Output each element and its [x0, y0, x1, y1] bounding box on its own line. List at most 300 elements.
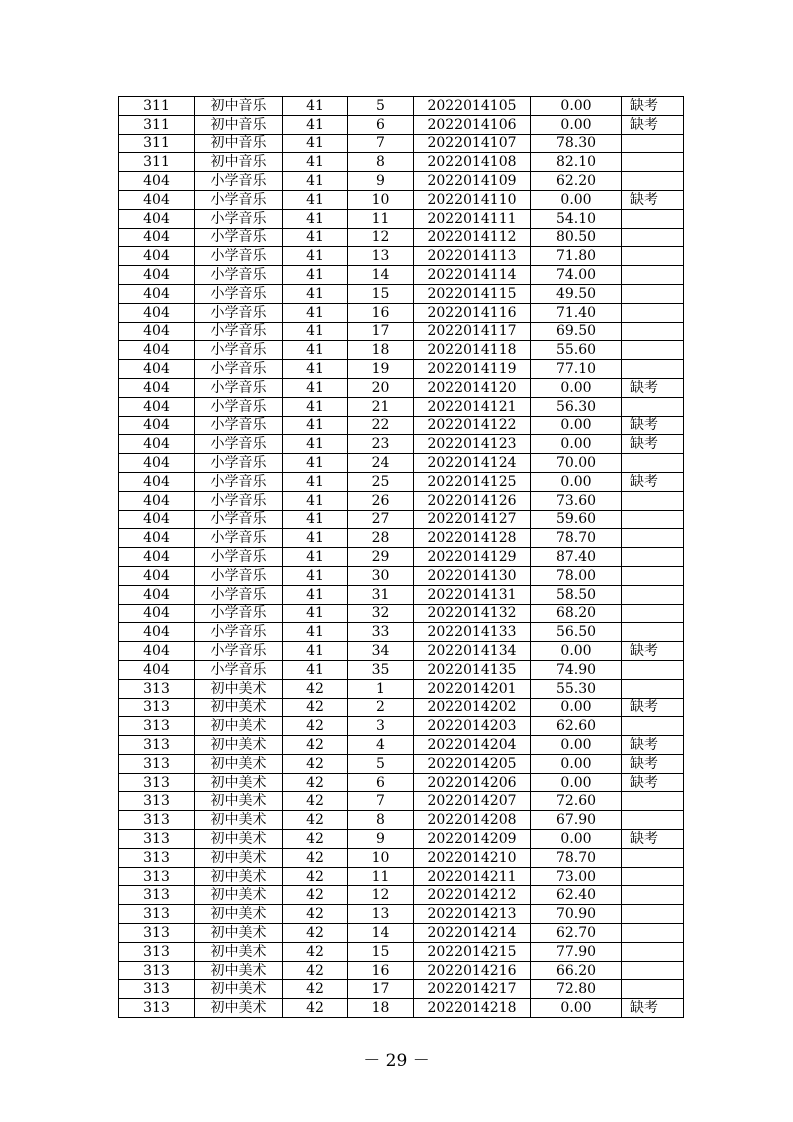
ticket-cell: 2022014201: [414, 679, 531, 698]
code-cell: 404: [119, 604, 195, 623]
score-cell: 59.60: [531, 510, 622, 529]
code-cell: 313: [119, 773, 195, 792]
code-cell: 313: [119, 999, 195, 1018]
score-cell: 62.20: [531, 172, 622, 191]
code-cell: 404: [119, 566, 195, 585]
score-cell: 70.00: [531, 454, 622, 473]
group-cell: 42: [283, 980, 348, 999]
ticket-cell: 2022014211: [414, 867, 531, 886]
code-cell: 313: [119, 848, 195, 867]
code-cell: 404: [119, 416, 195, 435]
subject-cell: 小学音乐: [195, 209, 283, 228]
subject-cell: 小学音乐: [195, 378, 283, 397]
subject-cell: 小学音乐: [195, 266, 283, 285]
ticket-cell: 2022014135: [414, 660, 531, 679]
subject-cell: 初中美术: [195, 736, 283, 755]
subject-cell: 小学音乐: [195, 284, 283, 303]
group-cell: 41: [283, 454, 348, 473]
group-cell: 41: [283, 228, 348, 247]
note-cell: 缺考: [622, 642, 684, 661]
subject-cell: 小学音乐: [195, 548, 283, 567]
table-row: [119, 228, 684, 247]
score-cell: 74.90: [531, 660, 622, 679]
table-row: [119, 736, 684, 755]
seq-cell: 4: [348, 736, 414, 755]
score-cell: 0.00: [531, 830, 622, 849]
table-row: [119, 604, 684, 623]
ticket-cell: 2022014203: [414, 717, 531, 736]
ticket-cell: 2022014131: [414, 585, 531, 604]
group-cell: 41: [283, 585, 348, 604]
seq-cell: 3: [348, 717, 414, 736]
table-row: [119, 961, 684, 980]
table-row: [119, 679, 684, 698]
code-cell: 404: [119, 322, 195, 341]
seq-cell: 16: [348, 961, 414, 980]
score-cell: 62.40: [531, 886, 622, 905]
score-cell: 66.20: [531, 961, 622, 980]
seq-cell: 26: [348, 491, 414, 510]
group-cell: 42: [283, 717, 348, 736]
note-cell: [622, 134, 684, 153]
note-cell: [622, 679, 684, 698]
note-cell: [622, 961, 684, 980]
seq-cell: 12: [348, 886, 414, 905]
table-row: [119, 924, 684, 943]
seq-cell: 5: [348, 97, 414, 116]
seq-cell: 6: [348, 773, 414, 792]
seq-cell: 18: [348, 341, 414, 360]
table-row: [119, 754, 684, 773]
seq-cell: 17: [348, 980, 414, 999]
note-cell: [622, 942, 684, 961]
note-cell: [622, 266, 684, 285]
table-row: [119, 341, 684, 360]
subject-cell: 初中美术: [195, 848, 283, 867]
note-cell: [622, 811, 684, 830]
note-cell: [622, 303, 684, 322]
ticket-cell: 2022014105: [414, 97, 531, 116]
note-cell: [622, 360, 684, 379]
subject-cell: 小学音乐: [195, 491, 283, 510]
seq-cell: 10: [348, 190, 414, 209]
score-cell: 55.60: [531, 341, 622, 360]
score-cell: 74.00: [531, 266, 622, 285]
group-cell: 42: [283, 754, 348, 773]
group-cell: 42: [283, 942, 348, 961]
subject-cell: 初中美术: [195, 792, 283, 811]
seq-cell: 12: [348, 228, 414, 247]
note-cell: 缺考: [622, 754, 684, 773]
group-cell: 42: [283, 811, 348, 830]
note-cell: [622, 153, 684, 172]
code-cell: 313: [119, 961, 195, 980]
note-cell: 缺考: [622, 830, 684, 849]
note-cell: [622, 867, 684, 886]
score-cell: 71.80: [531, 247, 622, 266]
subject-cell: 初中音乐: [195, 134, 283, 153]
group-cell: 41: [283, 303, 348, 322]
subject-cell: 小学音乐: [195, 660, 283, 679]
group-cell: 41: [283, 642, 348, 661]
score-cell: 78.30: [531, 134, 622, 153]
subject-cell: 小学音乐: [195, 529, 283, 548]
score-cell: 0.00: [531, 736, 622, 755]
ticket-cell: 2022014130: [414, 566, 531, 585]
note-cell: 缺考: [622, 773, 684, 792]
ticket-cell: 2022014114: [414, 266, 531, 285]
code-cell: 404: [119, 529, 195, 548]
ticket-cell: 2022014107: [414, 134, 531, 153]
seq-cell: 14: [348, 924, 414, 943]
table-row: [119, 190, 684, 209]
seq-cell: 34: [348, 642, 414, 661]
table-row: [119, 566, 684, 585]
note-cell: [622, 623, 684, 642]
table-row: [119, 97, 684, 116]
table-row: [119, 811, 684, 830]
note-cell: [622, 529, 684, 548]
subject-cell: 小学音乐: [195, 247, 283, 266]
table-row: [119, 660, 684, 679]
seq-cell: 11: [348, 209, 414, 228]
table-row: [119, 999, 684, 1018]
ticket-cell: 2022014125: [414, 472, 531, 491]
seq-cell: 8: [348, 153, 414, 172]
ticket-cell: 2022014111: [414, 209, 531, 228]
subject-cell: 小学音乐: [195, 190, 283, 209]
seq-cell: 28: [348, 529, 414, 548]
table-row: [119, 698, 684, 717]
ticket-cell: 2022014217: [414, 980, 531, 999]
code-cell: 313: [119, 717, 195, 736]
subject-cell: 小学音乐: [195, 454, 283, 473]
code-cell: 404: [119, 247, 195, 266]
ticket-cell: 2022014110: [414, 190, 531, 209]
table-row: [119, 717, 684, 736]
subject-cell: 初中美术: [195, 698, 283, 717]
table-row: [119, 773, 684, 792]
group-cell: 41: [283, 472, 348, 491]
seq-cell: 30: [348, 566, 414, 585]
group-cell: 41: [283, 190, 348, 209]
score-cell: 73.00: [531, 867, 622, 886]
seq-cell: 13: [348, 247, 414, 266]
score-table: [118, 96, 684, 1018]
ticket-cell: 2022014118: [414, 341, 531, 360]
code-cell: 404: [119, 284, 195, 303]
seq-cell: 7: [348, 792, 414, 811]
table-row: [119, 360, 684, 379]
seq-cell: 8: [348, 811, 414, 830]
code-cell: 404: [119, 209, 195, 228]
score-cell: 56.50: [531, 623, 622, 642]
seq-cell: 22: [348, 416, 414, 435]
table-row: [119, 623, 684, 642]
seq-cell: 15: [348, 942, 414, 961]
table-row: [119, 585, 684, 604]
group-cell: 42: [283, 698, 348, 717]
subject-cell: 初中美术: [195, 679, 283, 698]
seq-cell: 20: [348, 378, 414, 397]
ticket-cell: 2022014202: [414, 698, 531, 717]
code-cell: 404: [119, 548, 195, 567]
note-cell: 缺考: [622, 97, 684, 116]
table-row: [119, 867, 684, 886]
group-cell: 42: [283, 905, 348, 924]
note-cell: [622, 980, 684, 999]
table-row: [119, 491, 684, 510]
code-cell: 313: [119, 736, 195, 755]
score-cell: 77.90: [531, 942, 622, 961]
code-cell: 404: [119, 585, 195, 604]
ticket-cell: 2022014204: [414, 736, 531, 755]
score-cell: 0.00: [531, 472, 622, 491]
group-cell: 42: [283, 830, 348, 849]
seq-cell: 9: [348, 172, 414, 191]
subject-cell: 初中美术: [195, 773, 283, 792]
note-cell: [622, 548, 684, 567]
group-cell: 41: [283, 378, 348, 397]
group-cell: 42: [283, 736, 348, 755]
ticket-cell: 2022014206: [414, 773, 531, 792]
seq-cell: 25: [348, 472, 414, 491]
subject-cell: 小学音乐: [195, 510, 283, 529]
ticket-cell: 2022014129: [414, 548, 531, 567]
score-cell: 0.00: [531, 97, 622, 116]
score-cell: 49.50: [531, 284, 622, 303]
score-cell: 0.00: [531, 435, 622, 454]
seq-cell: 31: [348, 585, 414, 604]
score-cell: 67.90: [531, 811, 622, 830]
seq-cell: 14: [348, 266, 414, 285]
table-row: [119, 830, 684, 849]
table-row: [119, 397, 684, 416]
ticket-cell: 2022014108: [414, 153, 531, 172]
score-cell: 80.50: [531, 228, 622, 247]
code-cell: 404: [119, 472, 195, 491]
note-cell: [622, 209, 684, 228]
code-cell: 313: [119, 867, 195, 886]
note-cell: 缺考: [622, 472, 684, 491]
group-cell: 41: [283, 209, 348, 228]
ticket-cell: 2022014106: [414, 115, 531, 134]
seq-cell: 21: [348, 397, 414, 416]
code-cell: 313: [119, 830, 195, 849]
group-cell: 42: [283, 679, 348, 698]
subject-cell: 初中美术: [195, 811, 283, 830]
subject-cell: 初中音乐: [195, 153, 283, 172]
seq-cell: 7: [348, 134, 414, 153]
group-cell: 42: [283, 848, 348, 867]
code-cell: 404: [119, 491, 195, 510]
score-cell: 0.00: [531, 754, 622, 773]
seq-cell: 27: [348, 510, 414, 529]
ticket-cell: 2022014207: [414, 792, 531, 811]
ticket-cell: 2022014205: [414, 754, 531, 773]
note-cell: 缺考: [622, 999, 684, 1018]
ticket-cell: 2022014212: [414, 886, 531, 905]
code-cell: 404: [119, 397, 195, 416]
group-cell: 41: [283, 97, 348, 116]
code-cell: 313: [119, 754, 195, 773]
code-cell: 404: [119, 190, 195, 209]
score-cell: 72.80: [531, 980, 622, 999]
subject-cell: 小学音乐: [195, 435, 283, 454]
table-row: [119, 792, 684, 811]
score-cell: 71.40: [531, 303, 622, 322]
score-cell: 70.90: [531, 905, 622, 924]
group-cell: 42: [283, 886, 348, 905]
group-cell: 41: [283, 435, 348, 454]
seq-cell: 24: [348, 454, 414, 473]
table-row: [119, 435, 684, 454]
table-row: [119, 416, 684, 435]
seq-cell: 9: [348, 830, 414, 849]
subject-cell: 初中美术: [195, 905, 283, 924]
group-cell: 41: [283, 491, 348, 510]
seq-cell: 13: [348, 905, 414, 924]
group-cell: 41: [283, 604, 348, 623]
subject-cell: 初中美术: [195, 980, 283, 999]
group-cell: 42: [283, 999, 348, 1018]
table-row: [119, 510, 684, 529]
ticket-cell: 2022014208: [414, 811, 531, 830]
seq-cell: 5: [348, 754, 414, 773]
subject-cell: 小学音乐: [195, 642, 283, 661]
ticket-cell: 2022014133: [414, 623, 531, 642]
note-cell: [622, 604, 684, 623]
ticket-cell: 2022014123: [414, 435, 531, 454]
score-cell: 78.70: [531, 848, 622, 867]
ticket-cell: 2022014116: [414, 303, 531, 322]
table-row: [119, 378, 684, 397]
subject-cell: 小学音乐: [195, 623, 283, 642]
score-cell: 0.00: [531, 190, 622, 209]
score-cell: 77.10: [531, 360, 622, 379]
table-row: [119, 942, 684, 961]
seq-cell: 10: [348, 848, 414, 867]
group-cell: 41: [283, 510, 348, 529]
group-cell: 41: [283, 247, 348, 266]
table-row: [119, 153, 684, 172]
group-cell: 41: [283, 134, 348, 153]
ticket-cell: 2022014121: [414, 397, 531, 416]
table-row: [119, 303, 684, 322]
code-cell: 404: [119, 642, 195, 661]
table-row: [119, 905, 684, 924]
group-cell: 41: [283, 153, 348, 172]
table-row: [119, 209, 684, 228]
score-cell: 62.70: [531, 924, 622, 943]
ticket-cell: 2022014119: [414, 360, 531, 379]
seq-cell: 32: [348, 604, 414, 623]
note-cell: [622, 247, 684, 266]
page-number: － 29 －: [363, 1051, 430, 1071]
subject-cell: 小学音乐: [195, 360, 283, 379]
subject-cell: 小学音乐: [195, 604, 283, 623]
subject-cell: 初中美术: [195, 999, 283, 1018]
score-cell: 0.00: [531, 773, 622, 792]
group-cell: 41: [283, 172, 348, 191]
subject-cell: 初中美术: [195, 942, 283, 961]
ticket-cell: 2022014124: [414, 454, 531, 473]
score-cell: 78.70: [531, 529, 622, 548]
ticket-cell: 2022014112: [414, 228, 531, 247]
code-cell: 404: [119, 172, 195, 191]
subject-cell: 小学音乐: [195, 341, 283, 360]
code-cell: 404: [119, 623, 195, 642]
score-cell: 87.40: [531, 548, 622, 567]
ticket-cell: 2022014127: [414, 510, 531, 529]
code-cell: 404: [119, 228, 195, 247]
ticket-cell: 2022014213: [414, 905, 531, 924]
code-cell: 313: [119, 792, 195, 811]
group-cell: 41: [283, 660, 348, 679]
note-cell: [622, 792, 684, 811]
ticket-cell: 2022014216: [414, 961, 531, 980]
code-cell: 404: [119, 266, 195, 285]
table-row: [119, 642, 684, 661]
table-row: [119, 529, 684, 548]
note-cell: [622, 284, 684, 303]
seq-cell: 33: [348, 623, 414, 642]
ticket-cell: 2022014128: [414, 529, 531, 548]
code-cell: 404: [119, 360, 195, 379]
score-cell: 0.00: [531, 378, 622, 397]
group-cell: 41: [283, 529, 348, 548]
table-row: [119, 848, 684, 867]
score-cell: 54.10: [531, 209, 622, 228]
code-cell: 311: [119, 134, 195, 153]
group-cell: 41: [283, 284, 348, 303]
group-cell: 42: [283, 792, 348, 811]
code-cell: 313: [119, 980, 195, 999]
seq-cell: 15: [348, 284, 414, 303]
code-cell: 404: [119, 510, 195, 529]
ticket-cell: 2022014132: [414, 604, 531, 623]
code-cell: 313: [119, 905, 195, 924]
table-row: [119, 284, 684, 303]
note-cell: [622, 924, 684, 943]
table-row: [119, 454, 684, 473]
ticket-cell: 2022014109: [414, 172, 531, 191]
code-cell: 313: [119, 811, 195, 830]
note-cell: 缺考: [622, 190, 684, 209]
table-row: [119, 266, 684, 285]
code-cell: 313: [119, 924, 195, 943]
code-cell: 311: [119, 153, 195, 172]
note-cell: [622, 905, 684, 924]
table-row: [119, 172, 684, 191]
ticket-cell: 2022014209: [414, 830, 531, 849]
code-cell: 404: [119, 660, 195, 679]
score-table-body: [119, 97, 684, 1018]
score-cell: 0.00: [531, 999, 622, 1018]
note-cell: [622, 454, 684, 473]
subject-cell: 小学音乐: [195, 172, 283, 191]
group-cell: 41: [283, 360, 348, 379]
note-cell: [622, 228, 684, 247]
code-cell: 404: [119, 378, 195, 397]
note-cell: [622, 566, 684, 585]
group-cell: 41: [283, 397, 348, 416]
code-cell: 404: [119, 303, 195, 322]
seq-cell: 6: [348, 115, 414, 134]
subject-cell: 小学音乐: [195, 397, 283, 416]
group-cell: 42: [283, 924, 348, 943]
score-cell: 0.00: [531, 642, 622, 661]
